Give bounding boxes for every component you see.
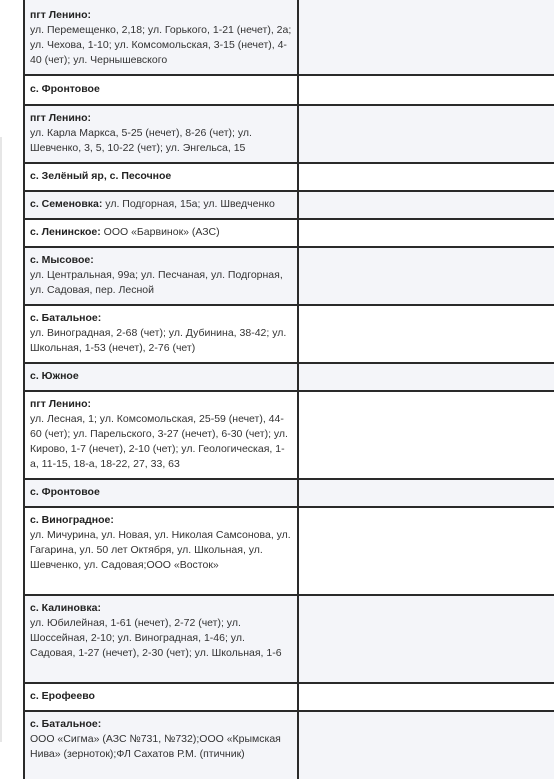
area-cell: [24, 219, 298, 247]
area-cell: [24, 391, 298, 479]
locality-name: с. Ленинское:: [30, 226, 101, 238]
locality-name: с. Мысовое:: [30, 254, 94, 266]
area-cell: [24, 163, 298, 191]
address-list: ООО «Барвинок» (АЗС): [103, 226, 220, 238]
address-list: ООО «Сигма» (АЗС №731, №732);ООО «Крымская Нива» (зерноток);ФЛ Сахатов Р.М. (птичник): [30, 733, 281, 760]
page-left-rule: [0, 137, 2, 742]
address-list: ул. Центральная, 99а; ул. Песчаная, ул. Подгорная, ул. Садовая, пер. Лесной: [30, 269, 283, 296]
table-row: [24, 507, 554, 595]
locality-name: с. Зелёный яр, с. Песочное: [30, 170, 172, 182]
locality-name: с. Фронтовое: [30, 486, 100, 498]
locality-name: пгт Ленино:: [30, 112, 92, 124]
empty-cell: [298, 163, 554, 191]
area-cell: [24, 105, 298, 163]
table-row: [24, 163, 554, 191]
area-cell: [24, 247, 298, 305]
area-cell: [24, 191, 298, 219]
locality-name: с. Южное: [30, 370, 79, 382]
locality-name: с. Семеновка:: [30, 198, 103, 210]
empty-cell: [298, 479, 554, 507]
area-cell: [24, 683, 298, 711]
empty-cell: [298, 75, 554, 105]
area-cell: [24, 479, 298, 507]
empty-cell: [298, 507, 554, 595]
empty-cell: [298, 363, 554, 391]
address-list: ул. Виноградная, 2-68 (чет); ул. Дубинина, 38-42; ул. Школьная, 1-53 (нечет), 2-76 (чет): [30, 327, 287, 354]
empty-cell: [298, 683, 554, 711]
address-list: ул. Мичурина, ул. Новая, ул. Николая Самсонова, ул. Гагарина, ул. 50 лет Октября, ул. Школьная, ул. Шевченко, ул. Садовая;ООО «Восток»: [30, 529, 291, 571]
empty-cell: [298, 191, 554, 219]
area-cell: [24, 363, 298, 391]
table-row: [24, 75, 554, 105]
empty-cell: [298, 595, 554, 683]
empty-cell: [298, 219, 554, 247]
locality-name: с. Батальное:: [30, 718, 102, 730]
table-row: [24, 711, 554, 779]
address-list: ул. Лесная, 1; ул. Комсомольская, 25-59 (нечет), 44-60 (чет); ул. Парельского, 3-27 (нечет), 6-30 (чет); ул. Кирово, 1-7 (нечет), 2-10 (чет); ул. Геологическая, 1-а, 11-15, 18-а, 18-22, 27, 33, 63: [30, 413, 288, 470]
empty-cell: [298, 305, 554, 363]
address-list: ул. Карла Маркса, 5-25 (нечет), 8-26 (чет); ул. Шевченко, 3, 5, 10-22 (чет); ул. Энгельса, 15: [30, 127, 252, 154]
table-row: [24, 683, 554, 711]
table-row: [24, 305, 554, 363]
address-list: ул. Юбилейная, 1-61 (нечет), 2-72 (чет); ул. Шоссейная, 2-10; ул. Виноградная, 1-46; ул. Садовая, 1-27 (нечет), 2-30 (чет); ул. Школьная, 1-6: [30, 617, 282, 659]
empty-cell: [298, 391, 554, 479]
locality-name: с. Виноградное:: [30, 514, 114, 526]
area-cell: [24, 75, 298, 105]
table-row: [24, 191, 554, 219]
table-row: [24, 0, 554, 75]
area-cell: [24, 0, 298, 75]
table-row: [24, 391, 554, 479]
table-row: [24, 363, 554, 391]
schedule-table: [23, 0, 554, 779]
table-row: [24, 105, 554, 163]
address-list: ул. Перемещенко, 2,18; ул. Горького, 1-21 (нечет), 2а; ул. Чехова, 1-10; ул. Комсомольская, 3-15 (нечет), 4-40 (чет); ул. Чернышевского: [30, 24, 292, 66]
locality-name: с. Батальное:: [30, 312, 102, 324]
table-row: [24, 479, 554, 507]
locality-name: с. Фронтовое: [30, 83, 100, 95]
table-row: [24, 595, 554, 683]
empty-cell: [298, 105, 554, 163]
area-cell: [24, 305, 298, 363]
address-list: ул. Подгорная, 15а; ул. Шведченко: [105, 198, 275, 210]
table-row: [24, 219, 554, 247]
area-cell: [24, 595, 298, 683]
locality-name: с. Ерофеево: [30, 690, 95, 702]
locality-name: пгт Ленино:: [30, 398, 92, 410]
area-cell: [24, 507, 298, 595]
empty-cell: [298, 0, 554, 75]
table-row: [24, 247, 554, 305]
empty-cell: [298, 711, 554, 779]
locality-name: пгт Ленино:: [30, 9, 92, 21]
empty-cell: [298, 247, 554, 305]
area-cell: [24, 711, 298, 779]
locality-name: с. Калиновка:: [30, 602, 101, 614]
